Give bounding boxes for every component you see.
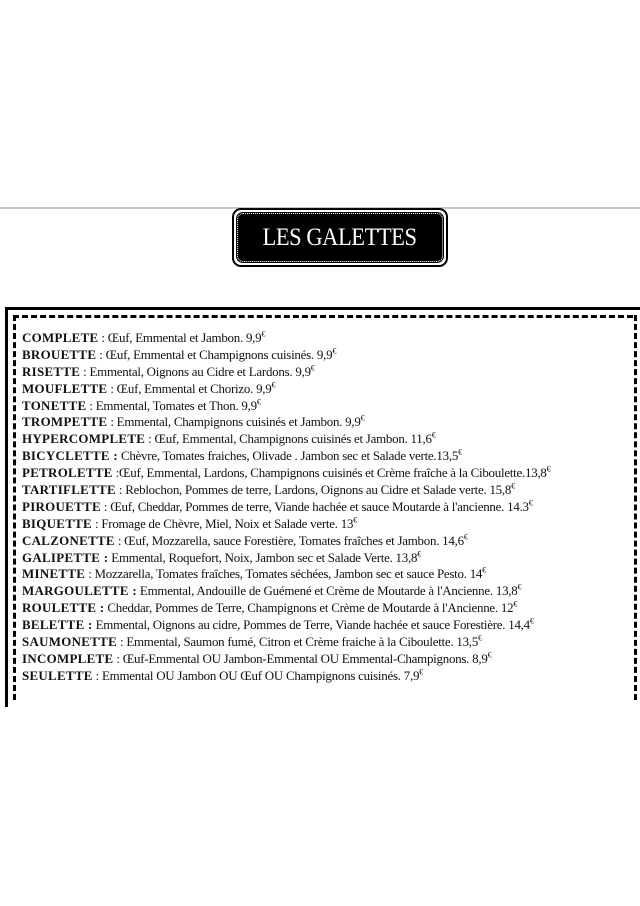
- item-price: 14: [469, 566, 483, 582]
- item-description: Œuf, Emmental et Champignons cuisinés.: [105, 346, 317, 362]
- currency-symbol: €: [310, 363, 315, 373]
- item-price: 9,9: [345, 414, 361, 430]
- item-separator: :: [112, 465, 120, 481]
- item-price: 9,9: [245, 330, 262, 345]
- item-name: TROMPETTE: [22, 414, 108, 430]
- item-separator: :: [92, 667, 103, 683]
- menu-item: [22, 550, 634, 567]
- menu-item: [22, 347, 634, 364]
- item-price: 7,9: [403, 667, 420, 683]
- item-name: COMPLETE: [22, 330, 99, 345]
- item-name: BIQUETTE: [22, 515, 92, 531]
- item-price: 15,8: [489, 482, 512, 498]
- item-description: Reblochon, Pommes de terre, Lardons, Oignons au Cidre et Salade verte.: [125, 482, 490, 498]
- item-description: Œuf, Mozzarella, sauce Forestière, Tomates fraîches et Jambon.: [124, 532, 443, 548]
- title-inner: [237, 213, 443, 262]
- currency-symbol: €: [256, 397, 261, 407]
- item-name: SEULETTE: [22, 667, 93, 683]
- menu-item: [22, 668, 634, 685]
- currency-symbol: €: [419, 667, 423, 677]
- item-separator: :: [107, 380, 117, 396]
- item-description: Œuf, Emmental et Chorizo.: [116, 380, 257, 396]
- item-name: CALZONETTE: [22, 532, 115, 548]
- item-price: 9,9: [256, 380, 272, 396]
- menu-item: [22, 499, 634, 516]
- item-separator: :: [91, 515, 102, 531]
- item-description: Emmental OU Jambon OU Œuf OU Champignons cuisinés.: [102, 667, 404, 683]
- currency-symbol: €: [431, 431, 436, 441]
- menu-item: [22, 533, 634, 550]
- menu-item: [22, 465, 634, 482]
- item-name: BICYCLETTE :: [22, 448, 118, 464]
- menu-item: [22, 381, 634, 398]
- item-separator: :: [98, 330, 108, 345]
- menu-item: [22, 330, 634, 347]
- item-name: HYPERCOMPLETE: [22, 431, 146, 447]
- item-separator: :: [117, 634, 127, 650]
- dashed-border-left: [13, 315, 16, 700]
- item-name: SAUMONETTE: [22, 634, 118, 650]
- item-name: PIROUETTE: [22, 498, 101, 514]
- item-separator: :: [114, 532, 125, 548]
- item-description: Emmental, Saumon fumé, Citron et Crème fraiche à la Ciboulette.: [126, 634, 457, 650]
- item-name: ROULETTE :: [22, 600, 105, 616]
- item-description: Fromage de Chèvre, Miel, Noix et Salade verte.: [101, 515, 341, 531]
- item-separator: :: [85, 566, 95, 582]
- item-description: Œuf-Emmental OU Jambon-Emmental OU Emmental-Champignons.: [122, 650, 473, 666]
- item-price: 13: [340, 515, 354, 531]
- menu-item: [22, 651, 634, 668]
- item-price: 11,6: [410, 431, 432, 447]
- currency-symbol: €: [528, 498, 533, 508]
- currency-symbol: €: [513, 599, 518, 609]
- menu-item: [22, 516, 634, 533]
- item-description: Emmental, Roquefort, Noix, Jambon sec et Salade Verte.: [111, 549, 396, 565]
- item-price: 13,5: [436, 448, 459, 464]
- currency-symbol: €: [458, 447, 462, 457]
- item-name: RISETTE: [22, 363, 81, 379]
- currency-symbol: €: [517, 583, 522, 593]
- item-description: Œuf, Emmental, Champignons cuisinés et Jambon.: [154, 431, 411, 447]
- currency-symbol: €: [529, 616, 534, 626]
- currency-symbol: €: [487, 650, 492, 660]
- menu-item: [22, 566, 634, 583]
- section-title: LES GALETTES: [263, 223, 417, 251]
- currency-symbol: €: [482, 566, 486, 576]
- item-description: Mozzarella, Tomates fraîches, Tomates séchées, Jambon sec et sauce Pesto.: [94, 566, 470, 582]
- currency-symbol: €: [353, 515, 357, 525]
- menu-item: [22, 600, 634, 617]
- section-title-badge: [232, 208, 448, 267]
- item-separator: :: [96, 346, 106, 362]
- currency-symbol: €: [332, 346, 337, 356]
- item-price: 8,9: [472, 650, 488, 666]
- dashed-border-top: [13, 315, 633, 318]
- item-name: PETROLETTE: [22, 465, 113, 481]
- item-price: 13,8: [525, 465, 547, 481]
- currency-symbol: €: [511, 481, 515, 491]
- currency-symbol: €: [360, 414, 365, 424]
- item-name: BROUETTE: [22, 346, 97, 362]
- currency-symbol: €: [271, 380, 276, 390]
- item-name: TONETTE: [22, 397, 87, 413]
- item-price: 9,9: [241, 397, 257, 413]
- item-description: Emmental, Oignons au cidre, Pommes de Terre, Viande hachée et sauce Forestière.: [95, 617, 509, 633]
- menu-item: [22, 617, 634, 634]
- item-name: MINETTE: [22, 566, 86, 582]
- item-separator: :: [100, 498, 111, 514]
- item-price: 13,8: [495, 583, 518, 599]
- menu-item: [22, 482, 634, 499]
- item-name: INCOMPLETE: [22, 650, 114, 666]
- menu-item: [22, 634, 634, 651]
- item-price: 9,9: [295, 363, 311, 379]
- item-price: 13,8: [395, 549, 418, 565]
- item-name: MOUFLETTE: [22, 380, 108, 396]
- item-name: MARGOULETTE :: [22, 583, 137, 599]
- item-price: 12: [500, 600, 514, 616]
- item-description: Emmental, Andouille de Guémené et Crème de Moutarde à l'Ancienne.: [139, 583, 496, 599]
- item-price: 14,4: [508, 617, 530, 633]
- item-price: 9,9: [316, 346, 333, 362]
- currency-symbol: €: [478, 633, 482, 643]
- item-separator: :: [113, 650, 123, 666]
- item-description: Œuf, Emmental, Lardons, Champignons cuisinés et Crème fraîche à la Ciboulette.: [119, 465, 526, 481]
- menu-item: [22, 398, 634, 415]
- currency-symbol: €: [261, 329, 266, 339]
- item-description: Emmental, Champignons cuisinés et Jambon.: [116, 414, 346, 430]
- menu-item: [22, 448, 634, 465]
- menu-item: [22, 583, 634, 600]
- item-description: Emmental, Tomates et Thon.: [95, 397, 242, 413]
- item-separator: :: [80, 363, 90, 379]
- item-name: GALIPETTE :: [22, 549, 109, 565]
- item-description: Œuf, Emmental et Jambon.: [107, 330, 246, 345]
- item-description: Emmental, Oignons au Cidre et Lardons.: [89, 363, 296, 379]
- menu-items-list: [22, 330, 637, 685]
- item-price: 13,5: [456, 634, 479, 650]
- currency-symbol: €: [417, 549, 421, 559]
- item-separator: :: [115, 482, 126, 498]
- item-name: BELETTE :: [22, 617, 93, 633]
- menu-item: [22, 431, 634, 448]
- item-price: 14.3: [507, 498, 529, 514]
- item-description: Chèvre, Tomates fraiches, Olivade . Jambon sec et Salade verte.: [120, 448, 437, 464]
- item-name: TARTIFLETTE: [22, 482, 116, 498]
- item-separator: :: [86, 397, 96, 413]
- item-separator: :: [107, 414, 117, 430]
- item-separator: :: [145, 431, 155, 447]
- currency-symbol: €: [546, 464, 551, 474]
- currency-symbol: €: [463, 532, 468, 542]
- menu-item: [22, 414, 634, 431]
- item-description: Œuf, Cheddar, Pommes de terre, Viande hachée et sauce Moutarde à l'ancienne.: [110, 498, 508, 514]
- menu-item: [22, 364, 634, 381]
- item-description: Cheddar, Pommes de Terre, Champignons et Crème de Moutarde à l'Ancienne.: [107, 600, 501, 616]
- item-price: 14,6: [442, 532, 464, 548]
